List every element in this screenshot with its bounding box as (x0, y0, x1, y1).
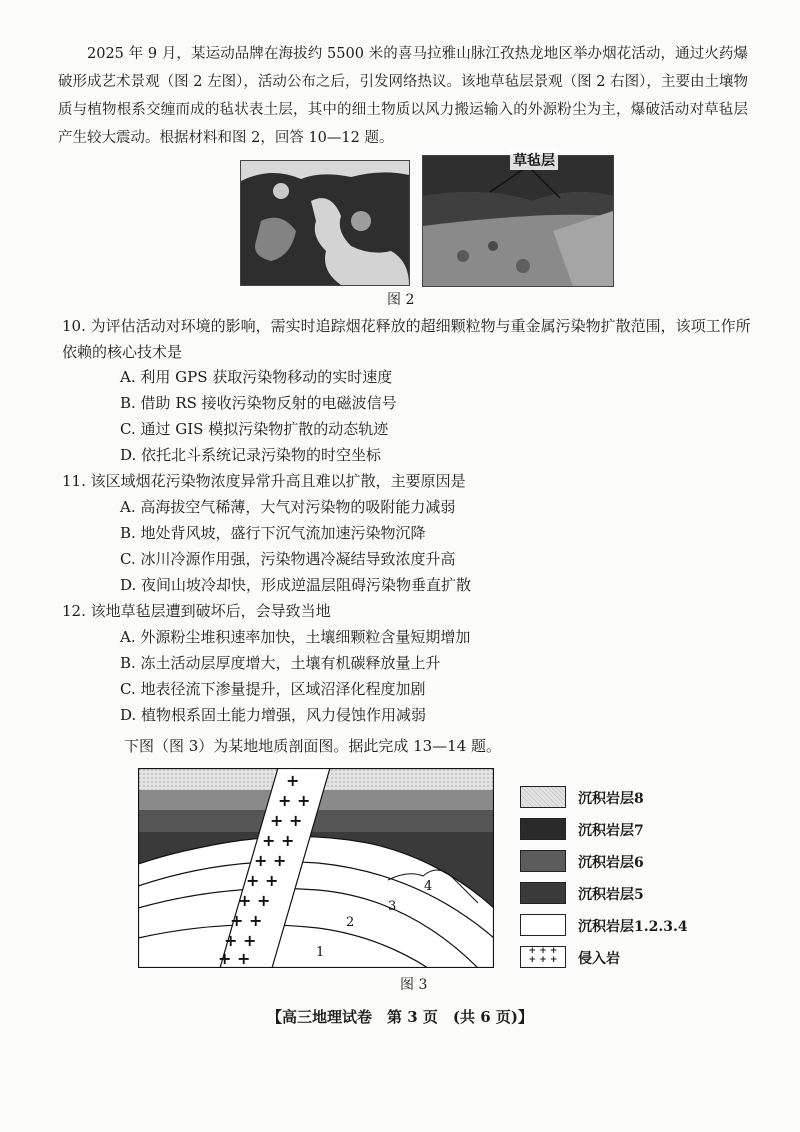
stratum-number-3: 3 (388, 899, 397, 914)
legend-label: 沉积岩层1.2.3.4 (578, 919, 688, 935)
legend-label: 侵入岩 (578, 951, 620, 967)
question-12-option-c: C. 地表径流下渗量提升，区域沼泽化程度加剧 (120, 680, 426, 698)
question-10-option-a: A. 利用 GPS 获取污染物移动的实时速度 (120, 368, 393, 386)
svg-text:+ +: + + (270, 811, 303, 830)
figure2-caption: 图 2 (387, 292, 415, 308)
question-12-option-a: A. 外源粉尘堆积速率加快，土壤细颗粒含量短期增加 (120, 628, 471, 646)
legend-label: 沉积岩层7 (578, 823, 644, 839)
legend-swatch (520, 914, 566, 936)
legend-swatch (520, 882, 566, 904)
svg-text:+: + (286, 771, 300, 790)
figure3-caption: 图 3 (400, 977, 428, 993)
question-11-option-b: B. 地处背风坡，盛行下沉气流加速污染物沉降 (120, 524, 426, 542)
legend-swatch (520, 850, 566, 872)
question-12-stem: 12. 该地草毡层遭到破坏后，会导致当地 (62, 602, 331, 620)
question-10-option-d: D. 依托北斗系统记录污染物的时空坐标 (120, 446, 382, 464)
turf-layer-label: 草毡层 (510, 150, 558, 170)
legend-label: 沉积岩层5 (578, 887, 644, 903)
question-10-option-b: B. 借助 RS 接收污染物反射的电磁波信号 (120, 394, 397, 412)
figure3-lead-text: 下图（图 3）为某地地质剖面图。据此完成 13—14 题。 (124, 737, 502, 755)
question-10-stem: 10. 为评估活动对环境的影响，需实时追踪烟花释放的超细颗粒物与重金属污染物扩散范围，该项工作所依赖的核心技术是 (62, 317, 751, 361)
legend-swatch: + + + + + + (520, 946, 566, 968)
question-12-option-b: B. 冻土活动层厚度增大，土壤有机碳释放量上升 (120, 654, 441, 672)
intro-paragraph: 2025 年 9 月，某运动品牌在海拔约 5500 米的喜马拉雅山脉江孜热龙地区举办烟花活动，通过火药爆破形成艺术景观（图 2 左图），活动公布之后，引发网络热议。该地草毡层景观（图 2 右图），主要由土壤物质与植物根系交缠而成的毡状表土层，其中的细土物质以风力搬运输入的外源粉尘为主，爆破活动对草毡层产生较大震动。根据材料和图 2，回答 10—12 题。 (58, 46, 748, 146)
svg-text:+ +: + + (278, 791, 311, 810)
svg-text:+ +: + + (218, 949, 251, 968)
svg-text:+ +: + + (230, 911, 263, 930)
stratum-number-4: 4 (424, 879, 433, 894)
legend-swatch (520, 786, 566, 808)
question-11-stem: 11. 该区域烟花污染物浓度异常升高且难以扩散，主要原因是 (62, 472, 466, 490)
page-footer: 【高三地理试卷 第 3 页 (共 6 页)】 (267, 1008, 533, 1026)
svg-text:+ +: + + (238, 891, 271, 910)
svg-text:+ +: + + (224, 931, 257, 950)
stratum-number-2: 2 (346, 915, 355, 930)
question-10-option-c: C. 通过 GIS 模拟污染物扩散的动态轨迹 (120, 420, 389, 438)
question-11-option-d: D. 夜间山坡冷却快，形成逆温层阻碍污染物垂直扩散 (120, 576, 472, 594)
question-11-option-c: C. 冰川冷源作用强，污染物遇冷凝结导致浓度升高 (120, 550, 456, 568)
svg-text:+ +: + + (254, 851, 287, 870)
legend-swatch (520, 818, 566, 840)
geologic-section-diagram (138, 768, 494, 968)
svg-text:+ +: + + (246, 871, 279, 890)
fireworks-photo (240, 160, 410, 286)
question-12-option-d: D. 植物根系固土能力增强，风力侵蚀作用减弱 (120, 706, 427, 724)
stratum-number-1: 1 (316, 945, 325, 960)
legend-label: 沉积岩层8 (578, 791, 644, 807)
question-11-option-a: A. 高海拔空气稀薄，大气对污染物的吸附能力减弱 (120, 498, 456, 516)
legend-label: 沉积岩层6 (578, 855, 644, 871)
svg-text:+ +: + + (262, 831, 295, 850)
